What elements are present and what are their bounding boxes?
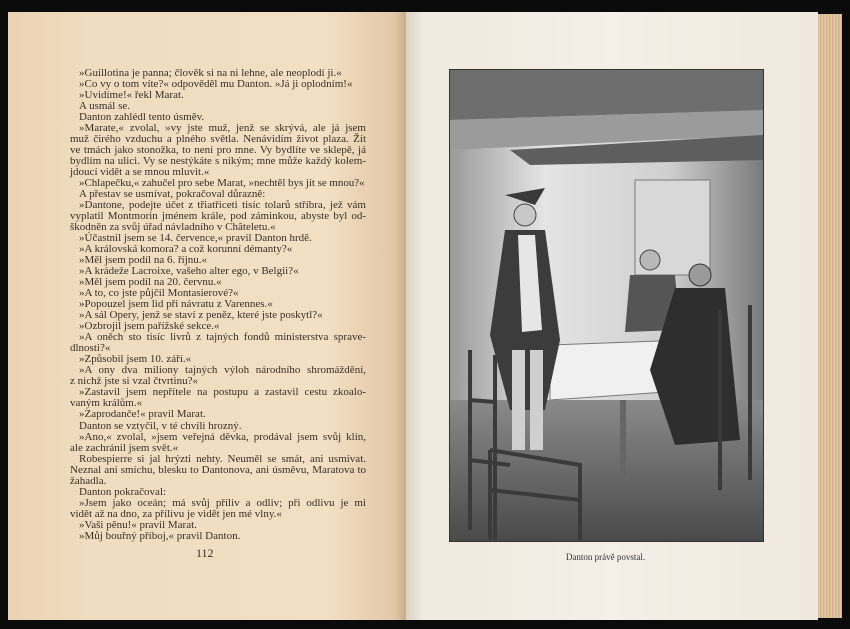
text-line: dlnosti?« [70, 342, 111, 355]
text-line: »Měl jsem podíl na 6. říjnu.« [79, 254, 208, 267]
text-line: »A královská komora? a což korunní démanty?« [79, 243, 293, 256]
text-line: ale zachránil jsem svět.« [70, 441, 179, 454]
text-line: »A krádeže Lacroixe, vašeho alter ego, v Belgii?« [79, 265, 299, 278]
text-line: škodněn za svůj úřad návladního v Châteletu.« [70, 221, 276, 234]
text-line: Danton zahlédl tento úsměv. [79, 111, 205, 124]
text-line: »Uvidíme!« řekl Marat. [79, 89, 184, 102]
text-line: »A oněch sto tisíc livrů z tajných fondů ministerstva sprave- [79, 331, 366, 344]
page-edges [818, 14, 842, 618]
text-line: »A to, co jste půjčil Montasierové?« [79, 287, 239, 300]
text-line: »Měl jsem podíl na 20. červnu.« [79, 276, 222, 289]
text-line: A přestav se usmívat, pokračoval důrazně: [79, 188, 266, 201]
text-line: Danton se vztyčil, v té chvíli hrozný. [79, 419, 242, 432]
text-line: jdoucí vidět a se mnou mluvit.« [70, 166, 210, 179]
text-line: »Marate,« zvolal, »vy jste muž, jenž se skrývá, ale já jsem [79, 122, 366, 135]
text-line: »Guillotina je panna; člověk si na ni lehne, ale neoplodí ji.« [79, 67, 342, 79]
text-line: Neznal ani smíchu, blesku to Dantonova, ani úsměvu, Maratova to [70, 463, 366, 476]
text-line: »Chlapečku,« zahučel pro sebe Marat, »nechtěl bys jít se mnou?« [79, 177, 365, 190]
text-line: »Co vy o tom víte?« odpověděl mu Danton. »Já ji oplodním!« [79, 78, 353, 91]
text-line: bydlím na ulici. Vy se nestýkáte s nikým; mne může každý kolem- [70, 155, 366, 168]
text-line: »A sál Opery, jenž se staví z peněz, které jste poskytl?« [79, 309, 323, 322]
text-line: z nichž jste si vzal čtvrtinu?« [70, 375, 198, 388]
text-line: vaným králům.« [70, 397, 143, 410]
page-text [70, 68, 366, 542]
text-line: vyplatil Montmorin jménem krále, pod záminkou, abyste byl od- [70, 210, 366, 223]
text-line: »Účastnil jsem se 14. července,« pravil Danton hrdě. [79, 232, 312, 245]
text-line: »Vaši pěnu!« pravil Marat. [79, 518, 197, 531]
text-line: A usmál se. [79, 100, 131, 113]
illustration-caption: Danton právě povstal. [565, 552, 646, 562]
text-line: »Ozbrojil jsem pařížské sekce.« [79, 320, 220, 333]
text-line: »A ony dva miliony tajných výloh národního shromáždění, [79, 364, 366, 377]
text-line: muž čirého vzduchu a plného světla. Nenávidím život plaza. Žít [70, 133, 366, 146]
text-line: »Popouzel jsem lid při návratu z Varennes.« [79, 298, 273, 311]
page-number: 112 [196, 546, 214, 560]
text-line: »Můj bouřný příboj,« pravil Danton. [79, 529, 241, 542]
illustration [449, 69, 764, 542]
text-line: »Zaprodanče!« pravil Marat. [79, 408, 206, 421]
text-line: »Způsobil jsem 10. září.« [79, 353, 192, 366]
text-line: »Dantone, podejte účet z třiatřiceti tisíc tolarů stříbra, jež vám [79, 199, 366, 212]
text-line: žahadla. [70, 474, 107, 487]
text-line: vidět až na dno, za přílivu je vidět jen mé vlny.« [70, 507, 282, 520]
text-line: Robespierre si jal hrýzti nehty. Neuměl se smát, ani usmívat. [79, 452, 366, 465]
text-line: »Ano,« zvolal, »jsem veřejná děvka, prodával jsem svůj klín, [79, 430, 366, 443]
text-line: »Zastavil jsem nepřítele na postupu a zastavil cestu zkoalo- [79, 386, 366, 399]
text-line: ve tmách jako stonožka, to není pro mne. Vy bydlíte ve sklepě, já [70, 144, 366, 157]
text-line: Danton pokračoval: [79, 485, 167, 498]
text-line: »Jsem jako oceán; má svůj příliv a odliv; při odlivu je mi [79, 496, 366, 509]
